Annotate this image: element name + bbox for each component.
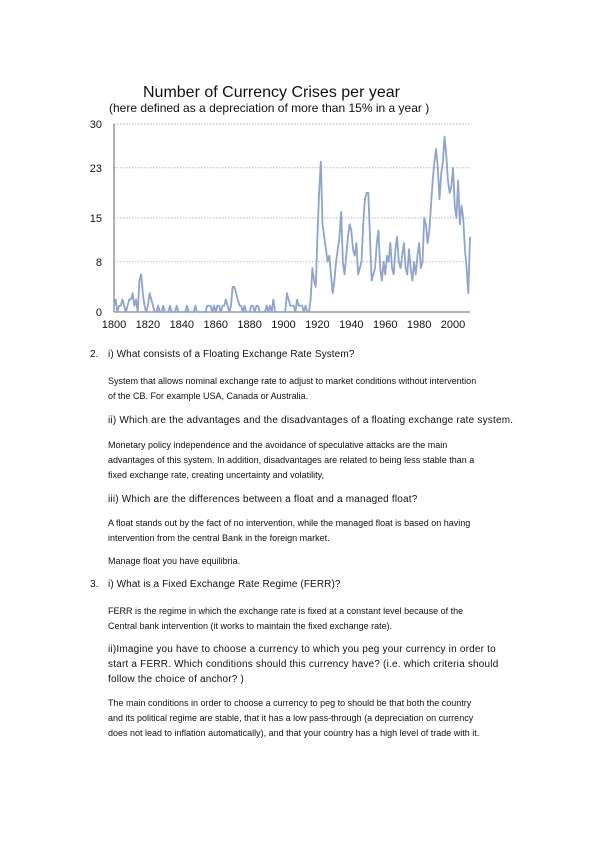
answer-line: does not lead to inflation automatically), and that your country has a high level of trade with it. — [108, 728, 480, 738]
question-3-sub-ii-answer — [108, 696, 548, 741]
y-tick-label: 30 — [89, 119, 102, 131]
question-number: 2. — [90, 349, 99, 360]
x-tick-label: 1880 — [237, 319, 262, 331]
answer-line: fixed exchange rate, creating uncertainty and volatility, — [108, 470, 324, 480]
answer-line: of the CB. For example USA, Canada or Australia. — [108, 391, 309, 401]
y-tick-label: 15 — [89, 213, 102, 225]
answer-line: Central bank intervention (it works to maintain the fixed exchange rate). — [108, 621, 393, 631]
question-2-sub-iii-title: iii) Which are the differences between a float and a managed float? — [108, 494, 418, 505]
question-title: i) What consists of a Floating Exchange Rate System? — [108, 349, 355, 360]
question-2-sub-ii-answer — [108, 438, 548, 483]
x-tick-label: 1940 — [339, 319, 364, 331]
chart-title: Number of Currency Crises per year — [143, 84, 400, 101]
x-tick-label: 1820 — [135, 319, 161, 331]
question-line: start a FERR. Which conditions should this currency have? (i.e. which criteria should — [108, 659, 499, 670]
answer-line: A float stands out by the fact of no intervention, while the managed float is based on having — [108, 518, 471, 528]
answer-line: System that allows nominal exchange rate to adjust to market conditions without intervention — [108, 376, 477, 386]
answer-line: intervention from the central Bank in the foreign market. — [108, 533, 330, 543]
x-tick-label: 1980 — [406, 319, 432, 331]
x-tick-label: 1900 — [271, 319, 296, 331]
x-tick-label: 1860 — [203, 319, 228, 331]
question-2-sub-iii-extra: Manage float you have equilibria. — [108, 556, 241, 566]
answer-line: advantages of this system. In addition, disadvantages are related to being less stable than a — [108, 455, 475, 465]
answer-line: The main conditions in order to choose a currency to peg to should be that both the country — [108, 698, 472, 708]
answer-line: and its political regime are stable, that it has a low pass-through (a depreciation on currency — [108, 713, 474, 723]
question-number: 3. — [90, 579, 99, 590]
x-tick-label: 1840 — [169, 319, 195, 331]
answer-line: FERR is the regime in which the exchange rate is fixed at a constant level because of the — [108, 606, 464, 616]
y-tick-label: 23 — [89, 162, 102, 175]
chart-subtitle: (here defined as a depreciation of more than 15% in a year ) — [109, 101, 430, 115]
x-tick-label: 1920 — [305, 319, 330, 331]
question-2-sub-ii-title: ii) Which are the advantages and the disadvantages of a floating exchange rate system. — [108, 415, 514, 426]
question-2-sub-iii-answer — [108, 516, 548, 546]
y-tick-label: 0 — [95, 307, 102, 319]
question-3-sub-ii-title — [108, 642, 548, 687]
question-3-answer — [108, 604, 548, 634]
x-tick-label: 2000 — [440, 319, 466, 331]
y-tick-label: 8 — [95, 256, 102, 269]
question-2-answer — [108, 374, 548, 404]
x-tick-label: 1800 — [101, 319, 127, 331]
question-line: follow the choice of anchor? ) — [108, 674, 245, 685]
x-tick-label: 1960 — [372, 319, 398, 331]
answer-line: Monetary policy independence and the avoidance of speculative attacks are the main — [108, 440, 448, 450]
question-title: i) What is a Fixed Exchange Rate Regime (FERR)? — [108, 579, 341, 590]
question-line: ii)Imagine you have to choose a currency to which you peg your currency in order to — [108, 644, 496, 655]
